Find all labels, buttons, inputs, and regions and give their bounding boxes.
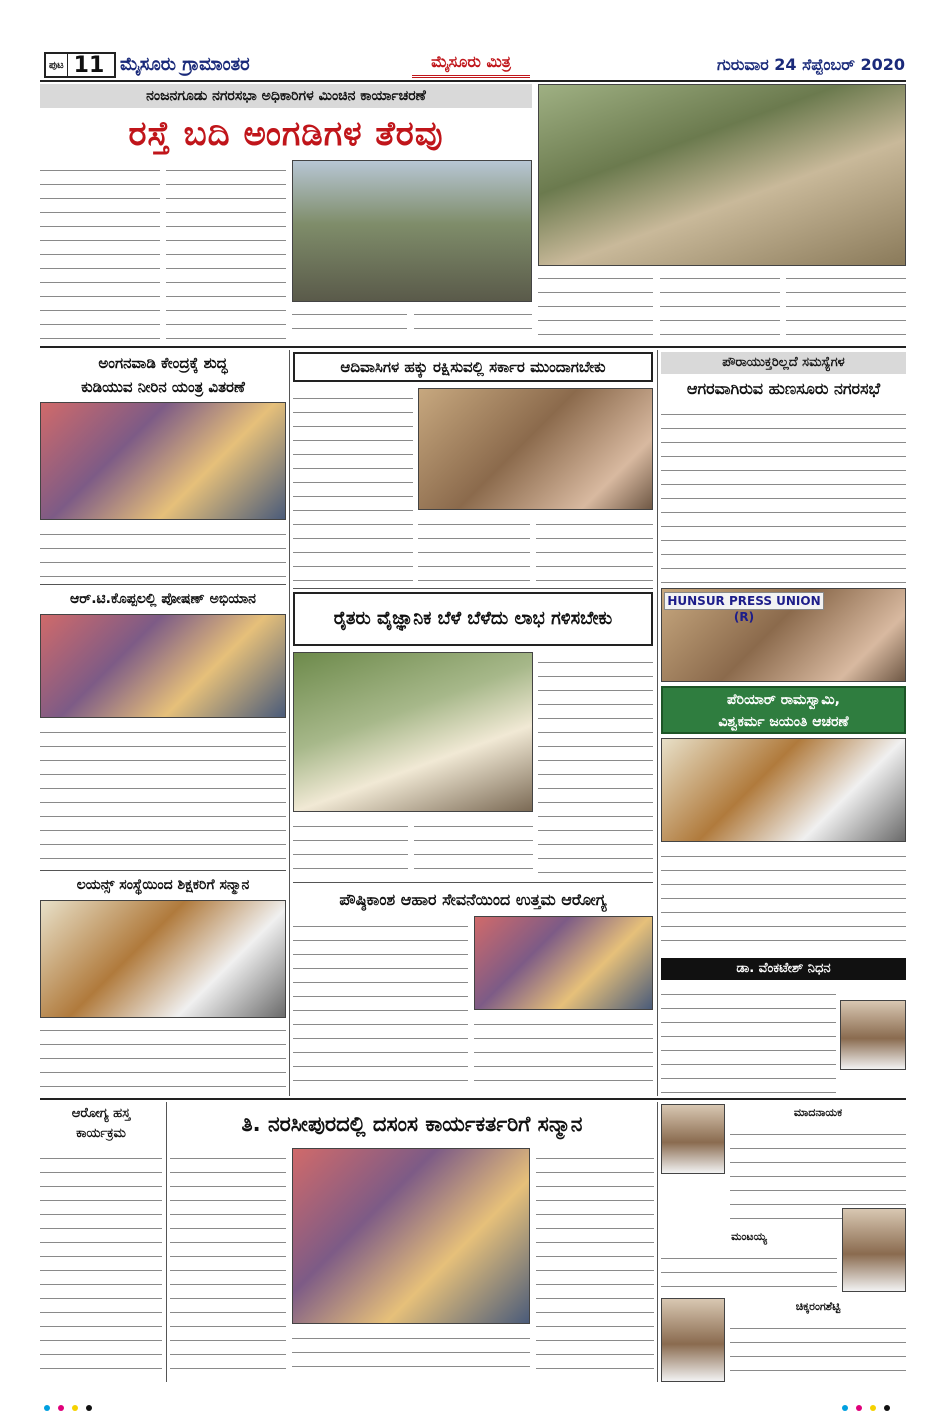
adivasi-photo — [418, 388, 653, 510]
anganwadi-caption — [40, 524, 286, 578]
obituary-portrait-1 — [661, 1104, 725, 1174]
obituary-text-2 — [661, 1248, 837, 1294]
paper-logo: ಮೈಸೂರು ಮಿತ್ರ — [412, 52, 530, 78]
farmers-photo — [293, 652, 533, 812]
divider — [293, 588, 653, 589]
nutrition-text-col-1 — [293, 916, 468, 1094]
magenta-dot-icon — [856, 1405, 862, 1411]
divider — [40, 584, 286, 585]
press-union-banner: HUNSUR PRESS UNION (R) — [664, 592, 824, 610]
anganwadi-photo — [40, 402, 286, 520]
black-dot-icon — [884, 1405, 890, 1411]
periyar-photo — [661, 738, 906, 842]
lions-text — [40, 1020, 286, 1094]
nutrition-text-col-2 — [474, 1014, 653, 1094]
lead-text-col-6 — [660, 268, 780, 342]
health-headline-2: ಕಾರ್ಯಕ್ರಮ — [76, 1126, 126, 1141]
venkatesh-portrait — [840, 1000, 906, 1070]
periyar-text — [661, 846, 906, 954]
magenta-dot-icon — [58, 1405, 64, 1411]
poshan-photo — [40, 614, 286, 718]
lions-headline: ಲಯನ್ಸ್ ಸಂಸ್ಥೆಯಿಂದ ಶಿಕ್ಷಕರಿಗೆ ಸನ್ಮಾನ — [76, 877, 250, 893]
page-number: 11 — [73, 52, 105, 78]
obituary-name-2: ಮಂಟಯ್ಯ — [731, 1230, 767, 1243]
adivasi-text-col-1 — [293, 388, 413, 584]
lead-headline: ರಸ್ತೆ ಬದಿ ಅಂಗಡಿಗಳ ತೆರವು — [128, 114, 444, 154]
farmers-text-col-2 — [538, 652, 653, 878]
column-rule — [166, 1102, 167, 1382]
periyar-headline-1: ಪೆರಿಯಾರ್ ರಾಮಸ್ವಾಮಿ, — [727, 692, 840, 708]
tnarasipur-headline: ತಿ. ನರಸೀಪುರದಲ್ಲಿ ದಸಂಸ ಕಾರ್ಯಕರ್ತರಿಗೆ ಸನ್ಮಾನ — [241, 1112, 583, 1136]
lead-text-col-2 — [166, 160, 286, 342]
venkatesh-text — [661, 984, 836, 1094]
lead-bottom-rule — [40, 346, 906, 348]
lead-text-col-5 — [538, 268, 653, 342]
lead-text-col-1 — [40, 160, 160, 342]
page-label: ಪುಟ — [46, 54, 68, 76]
health-text — [40, 1148, 162, 1380]
lead-kicker: ನಂಜನಗೂಡು ನಗರಸಭಾ ಅಧಿಕಾರಿಗಳ ಮಿಂಚಿನ ಕಾರ್ಯಾಚರಣೆ — [40, 84, 532, 108]
obituary-name-3: ಚಿಕ್ಕರಂಗಶೆಟ್ಟಿ — [795, 1300, 841, 1313]
hunsur-text — [661, 404, 906, 584]
issue-date: ಗುರುವಾರ 24 ಸೆಪ್ಟೆಂಬರ್ 2020 — [717, 55, 905, 74]
adivasi-text-col-3 — [536, 514, 653, 584]
registration-marks-right — [842, 1405, 890, 1411]
tnarasipur-text-col-2 — [536, 1148, 654, 1380]
farmers-text-col-1a — [293, 816, 408, 878]
obituary-text-3 — [730, 1318, 906, 1380]
hunsur-headline: ಆಗರವಾಗಿರುವ ಹುಣಸೂರು ನಗರಸಭೆ — [686, 379, 881, 398]
lead-text-col-3 — [292, 304, 407, 342]
column-rule — [657, 1102, 658, 1382]
page-number-box — [44, 52, 116, 78]
bottom-section-rule — [40, 1098, 906, 1100]
anganwadi-headline-2: ಕುಡಿಯುವ ನೀರಿನ ಯಂತ್ರ ವಿತರಣೆ — [81, 378, 245, 396]
venkatesh-headline: ಡಾ. ವೆಂಕಟೇಶ್ ನಿಧನ — [661, 958, 906, 980]
health-headline-1: ಆರೋಗ್ಯ ಹಸ್ತ — [71, 1106, 131, 1121]
tnarasipur-caption — [292, 1328, 530, 1380]
obituary-portrait-3 — [661, 1298, 725, 1382]
farmers-text-col-1b — [414, 816, 533, 878]
nutrition-photo — [474, 916, 653, 1010]
nutrition-headline: ಪೌಷ್ಠಿಕಾಂಶ ಆಹಾರ ಸೇವನೆಯಿಂದ ಉತ್ತಮ ಆರೋಗ್ಯ — [339, 890, 607, 909]
masthead-rule — [40, 80, 906, 82]
section-title: ಮೈಸೂರು ಗ್ರಾಮಾಂತರ — [120, 54, 250, 75]
lead-photo-left — [292, 160, 532, 302]
obituary-portrait-2 — [842, 1208, 906, 1292]
black-dot-icon — [86, 1405, 92, 1411]
anganwadi-headline-1: ಅಂಗನವಾಡಿ ಕೇಂದ್ರಕ್ಕೆ ಶುದ್ಧ — [98, 354, 228, 372]
tnarasipur-text-col-1 — [170, 1148, 286, 1380]
poshan-text — [40, 722, 286, 866]
adivasi-headline: ಆದಿವಾಸಿಗಳ ಹಕ್ಕು ರಕ್ಷಿಸುವಲ್ಲಿ ಸರ್ಕಾರ ಮುಂದಾಗಬೇಕು — [293, 352, 653, 382]
cyan-dot-icon — [842, 1405, 848, 1411]
periyar-headline-2: ವಿಶ್ವಕರ್ಮ ಜಯಂತಿ ಆಚರಣೆ — [718, 714, 849, 730]
lead-photo-right — [538, 84, 906, 266]
column-rule — [657, 350, 658, 1096]
lead-text-col-7 — [786, 268, 906, 342]
cyan-dot-icon — [44, 1405, 50, 1411]
lead-text-col-4 — [414, 304, 532, 342]
registration-marks — [44, 1405, 92, 1411]
adivasi-text-col-2 — [418, 514, 530, 584]
lions-photo — [40, 900, 286, 1018]
periyar-headline-box — [661, 686, 906, 734]
yellow-dot-icon — [870, 1405, 876, 1411]
obituary-name-1: ಮಾದನಾಯಕ — [793, 1106, 843, 1119]
divider — [293, 882, 653, 883]
farmers-headline: ರೈತರು ವೈಜ್ಞಾನಿಕ ಬೆಳೆ ಬೆಳೆದು ಲಾಭ ಗಳಿಸಬೇಕು — [293, 592, 653, 646]
divider — [40, 870, 286, 871]
tnarasipur-photo — [292, 1148, 530, 1324]
yellow-dot-icon — [72, 1405, 78, 1411]
hunsur-kicker: ಪೌರಾಯುಕ್ತರಿಲ್ಲದೆ ಸಮಸ್ಯೆಗಳ — [661, 352, 906, 374]
column-rule — [289, 350, 290, 1096]
poshan-headline: ಆರ್.ಟಿ.ಕೊಪ್ಪಲಲ್ಲಿ ಪೋಷಣ್ ಅಭಿಯಾನ — [70, 591, 256, 607]
